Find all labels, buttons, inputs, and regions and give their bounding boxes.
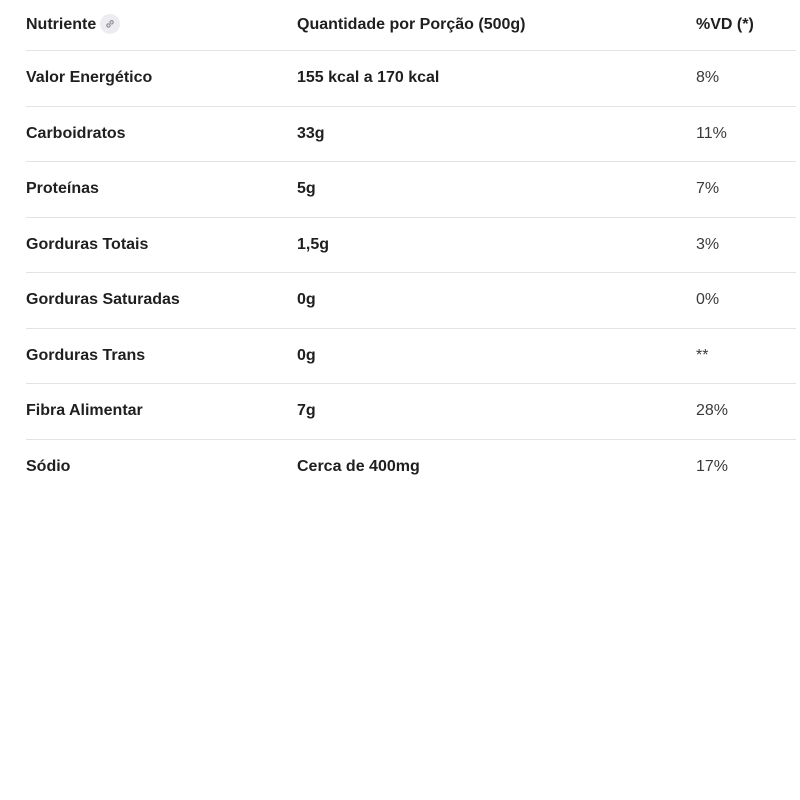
header-nutrient-label: Nutriente bbox=[26, 16, 97, 34]
header-nutrient bbox=[26, 15, 120, 35]
row-dv: 3% bbox=[696, 235, 720, 253]
row-dv: 8% bbox=[696, 69, 720, 87]
row-quantity: 155 kcal a 170 kcal bbox=[297, 69, 440, 87]
row-nutrient: Gorduras Totais bbox=[26, 235, 149, 253]
table-row bbox=[26, 162, 796, 218]
table-row bbox=[26, 51, 796, 107]
row-dv: 17% bbox=[696, 458, 729, 476]
row-dv: 11% bbox=[696, 124, 727, 142]
nutrition-table bbox=[26, 0, 796, 495]
table-row bbox=[26, 384, 796, 440]
row-dv: ** bbox=[696, 346, 709, 364]
row-quantity: 5g bbox=[297, 180, 316, 198]
table-row bbox=[26, 107, 796, 163]
table-row bbox=[26, 218, 796, 274]
row-nutrient: Valor Energético bbox=[26, 69, 153, 87]
row-dv: 28% bbox=[696, 402, 729, 420]
row-quantity: 0g bbox=[297, 346, 316, 364]
row-nutrient: Carboidratos bbox=[26, 124, 126, 142]
row-dv: 0% bbox=[696, 291, 720, 309]
table-row bbox=[26, 329, 796, 385]
row-nutrient: Fibra Alimentar bbox=[26, 402, 143, 420]
table-header-row bbox=[26, 0, 796, 51]
link-icon[interactable] bbox=[100, 14, 120, 34]
row-nutrient: Proteínas bbox=[26, 180, 99, 198]
header-dv: %VD (*) bbox=[696, 16, 754, 33]
row-nutrient: Gorduras Trans bbox=[26, 346, 146, 364]
table-row bbox=[26, 273, 796, 329]
row-nutrient: Gorduras Saturadas bbox=[26, 291, 180, 309]
row-quantity: Cerca de 400mg bbox=[297, 458, 420, 476]
row-dv: 7% bbox=[696, 180, 720, 198]
row-quantity: 33g bbox=[297, 124, 325, 142]
row-quantity: 1,5g bbox=[297, 235, 330, 253]
row-quantity: 0g bbox=[297, 291, 316, 309]
header-quantity: Quantidade por Porção (500g) bbox=[297, 16, 526, 33]
row-quantity: 7g bbox=[297, 402, 316, 420]
row-nutrient: Sódio bbox=[26, 458, 71, 476]
table-row bbox=[26, 440, 796, 496]
